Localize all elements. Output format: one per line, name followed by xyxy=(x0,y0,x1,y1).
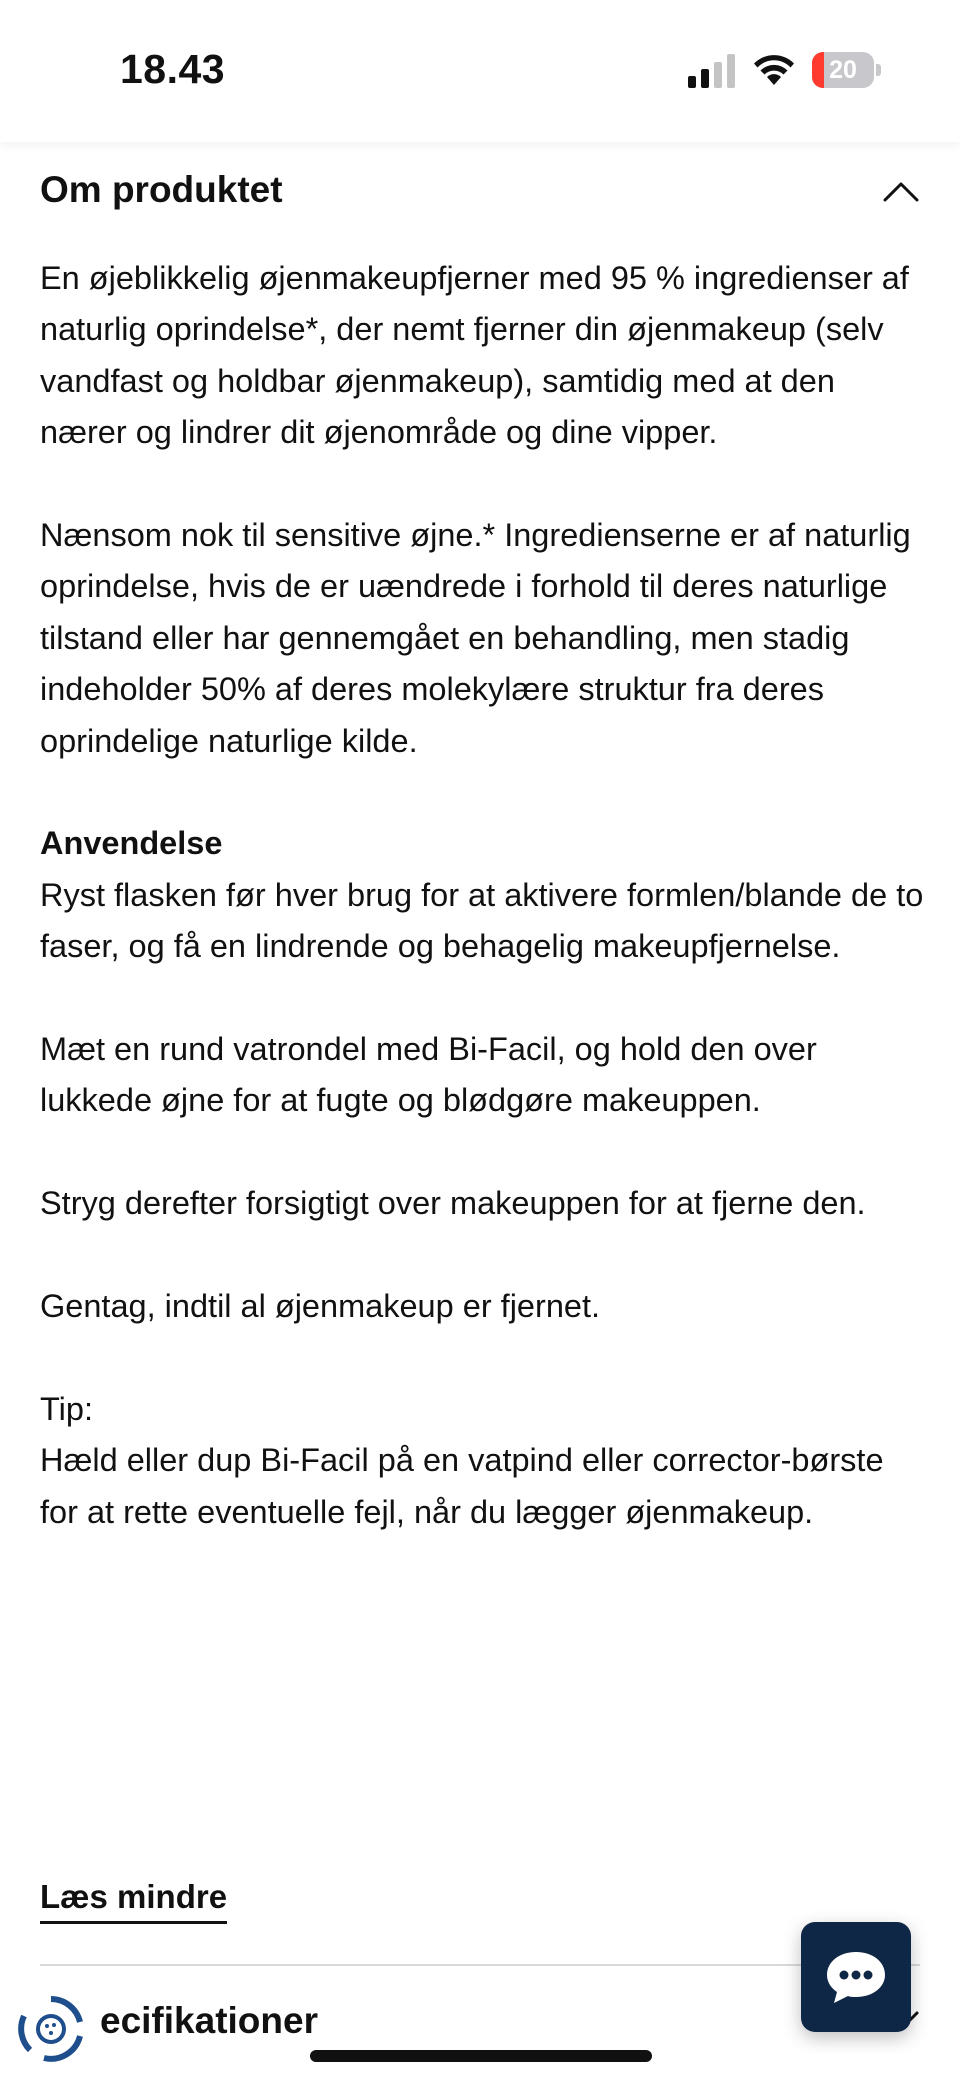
tip-text: Hæld eller dup Bi-Facil på en vatpind eller corrector-børste for at rette eventuelle fejl, når du lægger øjenmakeup. xyxy=(40,1442,884,1530)
cellular-signal-icon xyxy=(688,54,738,88)
read-less-link[interactable]: Læs mindre xyxy=(40,1874,227,1924)
home-indicator xyxy=(310,2050,652,2062)
chevron-up-icon[interactable] xyxy=(882,172,920,210)
tip-label: Tip: xyxy=(40,1390,93,1427)
chat-bubble-icon xyxy=(824,1948,888,2006)
battery-cap xyxy=(876,64,881,76)
status-time: 18.43 xyxy=(120,46,226,92)
divider xyxy=(40,1964,920,1966)
wifi-icon xyxy=(752,52,796,88)
description-paragraph-2: Nænsom nok til sensitive øjne.* Ingredienserne er af naturlig oprindelse, hvis de er uændrede i forhold til deres naturlige tilstand eller har gennemgået en behandling, men stadig indeholder 50% af deres molekylære struktur fra deres oprindelige naturlige kilde. xyxy=(40,517,911,759)
chat-button[interactable] xyxy=(801,1922,911,2032)
product-description xyxy=(40,253,930,1538)
battery-indicator xyxy=(812,52,880,88)
usage-step-2: Mæt en rund vatrondel med Bi-Facil, og hold den over lukkede øjne for at fugte og blødgøre makeuppen. xyxy=(40,1031,817,1119)
usage-step-4: Gentag, indtil al øjenmakeup er fjernet. xyxy=(40,1288,601,1325)
description-paragraph-1: En øjeblikkelig øjenmakeupfjerner med 95 % ingredienser af naturlig oprindelse*, der nemt fjerner din øjenmakeup (selv vandfast og holdbar øjenmakeup), samtidig med at den nærer og lindrer dit øjenområde og dine vipper. xyxy=(40,260,909,451)
about-product-header[interactable] xyxy=(40,160,920,220)
specifications-title: ecifikationer xyxy=(100,2000,318,2041)
usage-heading: Anvendelse xyxy=(40,825,223,862)
section-title: Om produktet xyxy=(40,169,283,210)
accessibility-icon[interactable] xyxy=(16,1994,86,2064)
status-bar xyxy=(0,0,960,142)
usage-step-1: Ryst flasken før hver brug for at aktivere formlen/blande de to faser, og få en lindrende og behagelig makeupfjernelse. xyxy=(40,876,924,965)
battery-level: 20 xyxy=(829,56,857,84)
battery-body xyxy=(812,52,874,88)
usage-step-3: Stryg derefter forsigtigt over makeuppen for at fjerne den. xyxy=(40,1185,866,1222)
